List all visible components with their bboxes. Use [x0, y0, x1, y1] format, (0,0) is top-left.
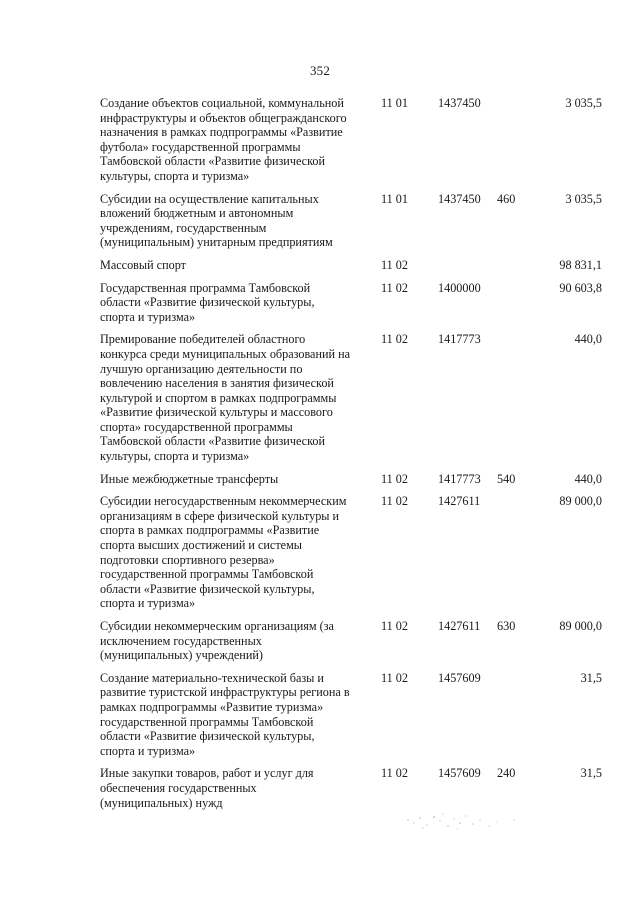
row-section: 11 02 — [381, 619, 408, 633]
page-number: 352 — [309, 63, 331, 78]
row-section: 11 02 — [381, 332, 408, 347]
row-target-code: 1400000 — [438, 280, 481, 295]
row-name: Субсидии негосударственным некоммерческим организациям в сфере физической культуры и спорта в рамках подпрограммы «Развитие спорта высших достижений и системы подготовки спортивного резерва» государственной программы Тамбовской области «Развитие физической культуры, спорта и туризма» — [100, 494, 347, 611]
row-amount: 89 000,0 — [559, 619, 602, 633]
row-amount: 440,0 — [574, 332, 602, 347]
row-amount: 3 035,5 — [565, 96, 602, 110]
row-name: Премирование победителей областного конкурса среди муниципальных образований на лучшую организацию деятельности по вовлечению населения в занятия физической культурой и спортом в рамках подпрограммы «Развитие физической культуры и массового спорта» государственной программы Тамбовской области «Развитие физической культуры, спорта и туризма» — [100, 332, 350, 464]
row-expense-type: 630 — [497, 619, 516, 633]
row-section: 11 01 — [381, 191, 408, 206]
row-amount: 440,0 — [574, 471, 602, 486]
table-row — [100, 192, 605, 250]
row-name: Создание материально-технической базы и развитие туристской инфраструктуры региона в рамках подпрограммы «Развитие туризма» государственной программы Тамбовской области «Развитие физической культуры, спорта и туризма» — [100, 670, 350, 758]
row-expense-type: 540 — [497, 471, 516, 486]
row-name: Субсидии некоммерческим организациям (за исключением государственных (муниципальных) учреждений) — [100, 619, 334, 663]
row-name: Создание объектов социальной, коммунальной инфраструктуры и объектов общегражданского назначения в рамках подпрограммы «Развитие футбола» государственной программы Тамбовской области «Развитие физической культуры, спорта и туризма» — [100, 96, 347, 183]
table-row — [100, 766, 605, 810]
row-target-code: 1417773 — [438, 332, 481, 347]
row-expense-type: 460 — [497, 191, 516, 206]
table-row — [100, 96, 605, 184]
row-amount: 31,5 — [580, 670, 602, 685]
table-row — [100, 494, 605, 611]
row-target-code: 1437450 — [438, 191, 481, 206]
row-target-code: 1457609 — [438, 766, 481, 781]
row-name: Государственная программа Тамбовской области «Развитие физической культуры, спорта и туризма» — [100, 280, 315, 324]
table-row — [100, 671, 605, 759]
row-amount: 98 831,1 — [559, 257, 602, 272]
row-target-code: 1417773 — [438, 471, 481, 486]
row-amount: 89 000,0 — [559, 494, 602, 509]
row-expense-type: 240 — [497, 766, 516, 781]
row-name: Иные межбюджетные трансферты — [100, 471, 279, 486]
table-row — [100, 332, 605, 463]
row-section: 11 01 — [381, 96, 408, 110]
row-amount: 3 035,5 — [565, 191, 602, 206]
budget-table — [100, 96, 605, 818]
row-section: 11 02 — [381, 257, 408, 272]
row-section: 11 02 — [381, 670, 408, 685]
table-row — [100, 258, 605, 273]
row-target-code: 1457609 — [438, 670, 481, 685]
row-amount: 31,5 — [580, 766, 602, 781]
row-section: 11 02 — [381, 766, 408, 781]
row-target-code: 1437450 — [438, 96, 481, 110]
row-target-code: 1427611 — [438, 494, 481, 509]
row-name: Массовый спорт — [100, 257, 186, 272]
row-target-code: 1427611 — [438, 619, 481, 633]
row-amount: 90 603,8 — [559, 280, 602, 295]
row-name: Субсидии на осуществление капитальных вложений бюджетным и автономным учреждениям, государственным (муниципальным) унитарным предприятиям — [100, 191, 333, 250]
scan-noise-marks — [396, 790, 526, 834]
row-section: 11 02 — [381, 494, 408, 509]
row-section: 11 02 — [381, 280, 408, 295]
table-row — [100, 619, 605, 663]
table-row — [100, 472, 605, 487]
row-section: 11 02 — [381, 471, 408, 486]
row-name: Иные закупки товаров, работ и услуг для обеспечения государственных (муниципальных) нужд — [100, 766, 314, 810]
table-row — [100, 281, 605, 325]
